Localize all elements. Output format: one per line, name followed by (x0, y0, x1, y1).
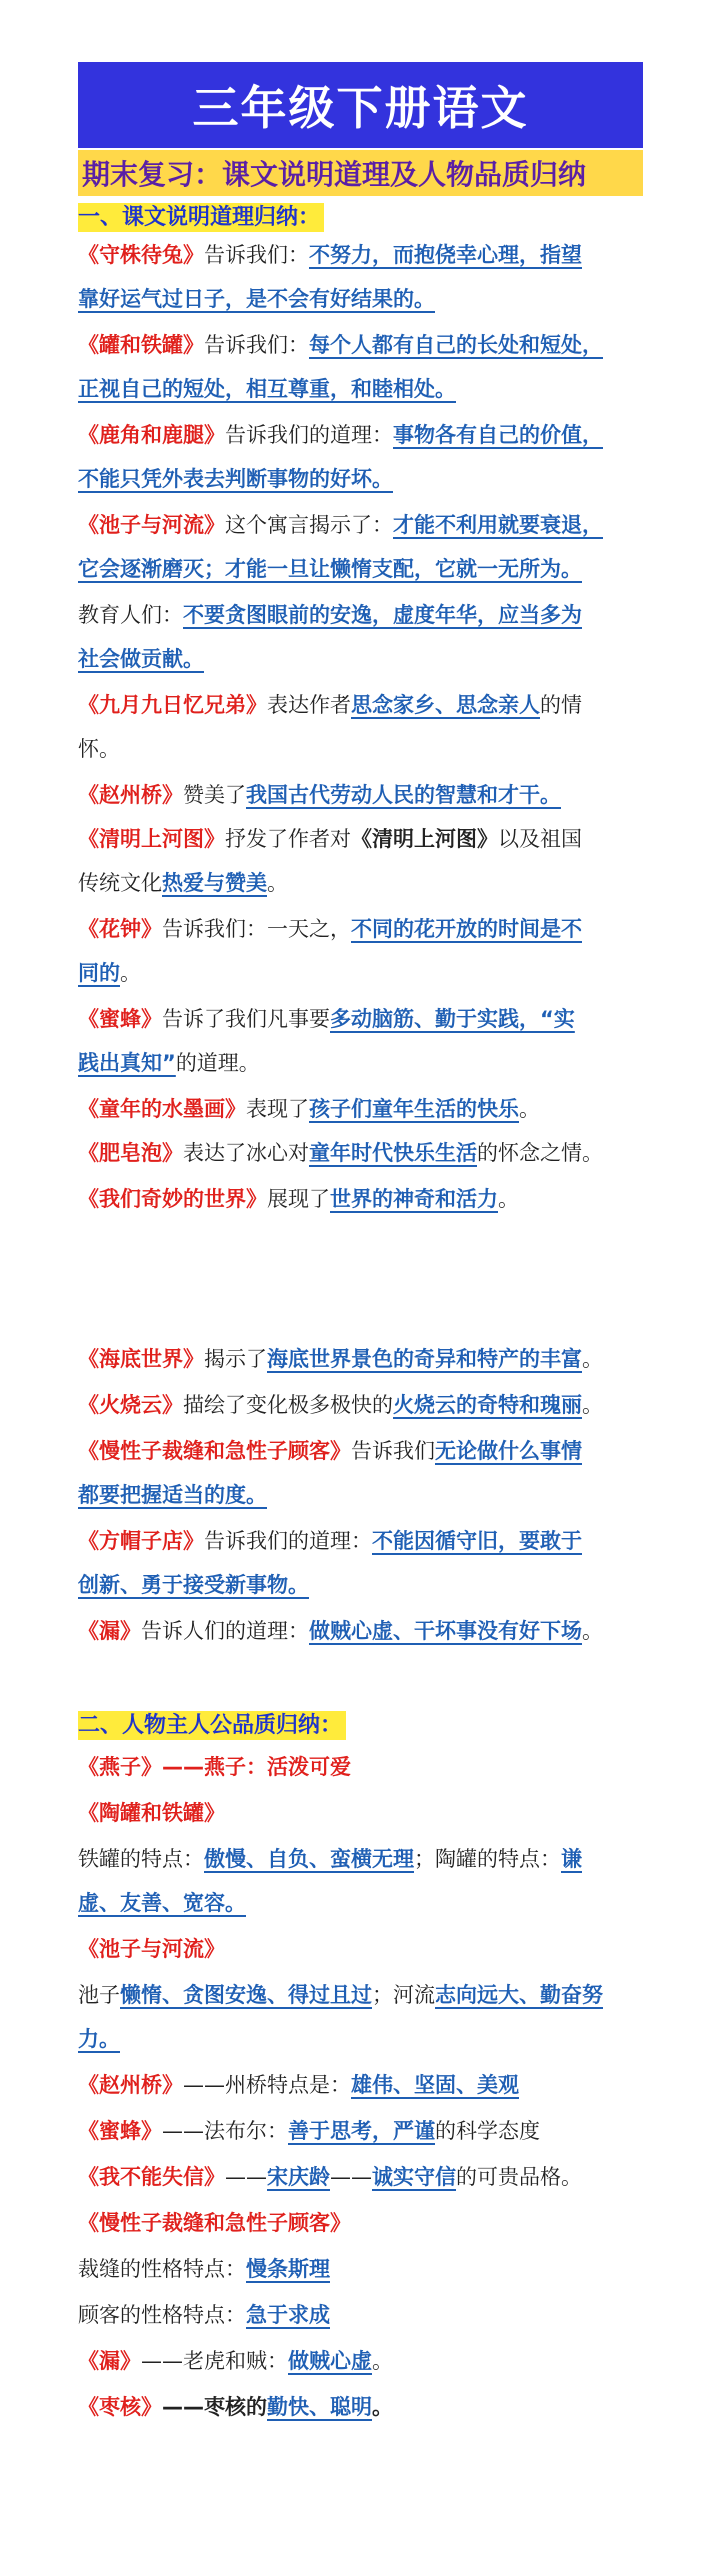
line-jiuyue-jiuri: 《九月九日忆兄弟》表达作者思念家乡、思念亲人的情 (78, 693, 582, 717)
line-qingming: 《清明上河图》抒发了作者对《清明上河图》以及祖国 (78, 827, 582, 851)
line-huoshaoyun: 《火烧云》描绘了变化极多极快的火烧云的奇特和瑰丽。 (78, 1393, 603, 1417)
line-mifeng-cont: 践出真知”的道理。 (78, 1051, 260, 1075)
line-zhaozhouqiao-tedian: 《赵州桥》——州桥特点是：雄伟、坚固、美观 (78, 2073, 519, 2097)
line-lujiao-lutui: 《鹿角和鹿腿》告诉我们的道理：事物各有自己的价值， (78, 423, 603, 447)
line-chizi-heliu: 《池子与河流》这个寓言揭示了：才能不利用就要衰退， (78, 513, 603, 537)
line-mifeng: 《蜜蜂》告诉了我们凡事要多动脑筋、勤于实践，“实 (78, 1007, 575, 1031)
line-feizaopao: 《肥皂泡》表达了冰心对童年时代快乐生活的怀念之情。 (78, 1141, 603, 1165)
line-lou-laohu: 《漏》——老虎和贼：做贼心虚。 (78, 2349, 393, 2373)
line-chizi-heading: 《池子与河流》 (78, 1937, 225, 1961)
line-taoguan-tedian-cont: 虚、友善、宽容。 (78, 1891, 246, 1915)
line-guke-xingge: 顾客的性格特点：急于求成 (78, 2303, 330, 2327)
page-subtitle: 期末复习：课文说明道理及人物品质归纳 (82, 158, 587, 191)
page-title: 三年级下册语文 (192, 81, 529, 135)
line-jiaoyu-renmen-cont: 社会做贡献。 (78, 647, 204, 671)
line-tieguan-tedian: 铁罐的特点：傲慢、自负、蛮横无理；陶罐的特点：谦 (78, 1847, 582, 1871)
line-bunengshixin: 《我不能失信》——宋庆龄——诚实守信的可贵品格。 (78, 2165, 582, 2189)
line-tongnian-shuimohua: 《童年的水墨画》表现了孩子们童年生活的快乐。 (78, 1097, 540, 1121)
line-caifeng-heading: 《慢性子裁缝和急性子顾客》 (78, 2211, 351, 2235)
line-zhaozhouqiao: 《赵州桥》赞美了我国古代劳动人民的智慧和才干。 (78, 783, 561, 807)
line-caifeng-xingge: 裁缝的性格特点：慢条斯理 (78, 2257, 330, 2281)
line-caifeng-guke-cont: 都要把握适当的度。 (78, 1483, 267, 1507)
line-qimiao-shijie: 《我们奇妙的世界》展现了世界的神奇和活力。 (78, 1187, 519, 1211)
line-jiuyue-jiuri-cont: 怀。 (78, 737, 120, 761)
line-lujiao-lutui-cont: 不能只凭外表去判断事物的好坏。 (78, 467, 393, 491)
line-mifeng-fabuer: 《蜜蜂》——法布尔：善于思考，严谨的科学态度 (78, 2119, 540, 2143)
line-yanzi: 《燕子》——燕子：活泼可爱 (78, 1755, 351, 1779)
line-chizi-heliu-cont: 它会逐渐磨灭；才能一旦让懒惰支配，它就一无所为。 (78, 557, 582, 581)
line-taoguan-heading: 《陶罐和铁罐》 (78, 1801, 225, 1825)
line-lou: 《漏》告诉人们的道理：做贼心虚、干坏事没有好下场。 (78, 1619, 603, 1643)
line-guan-tieguan-cont: 正视自己的短处，相互尊重，和睦相处。 (78, 377, 456, 401)
line-jiaoyu-renmen: 教育人们：不要贪图眼前的安逸，虚度年华，应当多为 (78, 603, 582, 627)
line-shouzhudaitu: 《守株待兔》告诉我们：不努力，而抱侥幸心理，指望 (78, 243, 582, 267)
line-haidi-shijie: 《海底世界》揭示了海底世界景色的奇异和特产的丰富。 (78, 1347, 603, 1371)
section-2-heading: 二、人物主人公品质归纳： (78, 1708, 346, 1739)
line-huazhong: 《花钟》告诉我们：一天之，不同的花开放的时间是不 (78, 917, 582, 941)
title-banner (78, 62, 643, 148)
line-fangmaozidian: 《方帽子店》告诉我们的道理：不能因循守旧，要敢于 (78, 1529, 582, 1553)
line-chizi-heliu-pinzhi-cont: 力。 (78, 2027, 120, 2051)
line-fangmaozidian-cont: 创新、勇于接受新事物。 (78, 1573, 309, 1597)
line-shouzhudaitu-cont: 靠好运气过日子，是不会有好结果的。 (78, 287, 435, 311)
line-qingming-cont: 传统文化热爱与赞美。 (78, 871, 288, 895)
line-caifeng-guke: 《慢性子裁缝和急性子顾客》告诉我们无论做什么事情 (78, 1439, 582, 1463)
section-1-heading: 一、课文说明道理归纳： (78, 200, 324, 231)
line-guan-tieguan: 《罐和铁罐》告诉我们：每个人都有自己的长处和短处， (78, 333, 603, 357)
line-zaohe: 《枣核》——枣核的勤快、聪明。 (78, 2395, 393, 2419)
line-huazhong-cont: 同的。 (78, 961, 141, 985)
line-chizi-heliu-pinzhi: 池子懒惰、贪图安逸、得过且过；河流志向远大、勤奋努 (78, 1983, 603, 2007)
subtitle-banner (78, 150, 643, 196)
